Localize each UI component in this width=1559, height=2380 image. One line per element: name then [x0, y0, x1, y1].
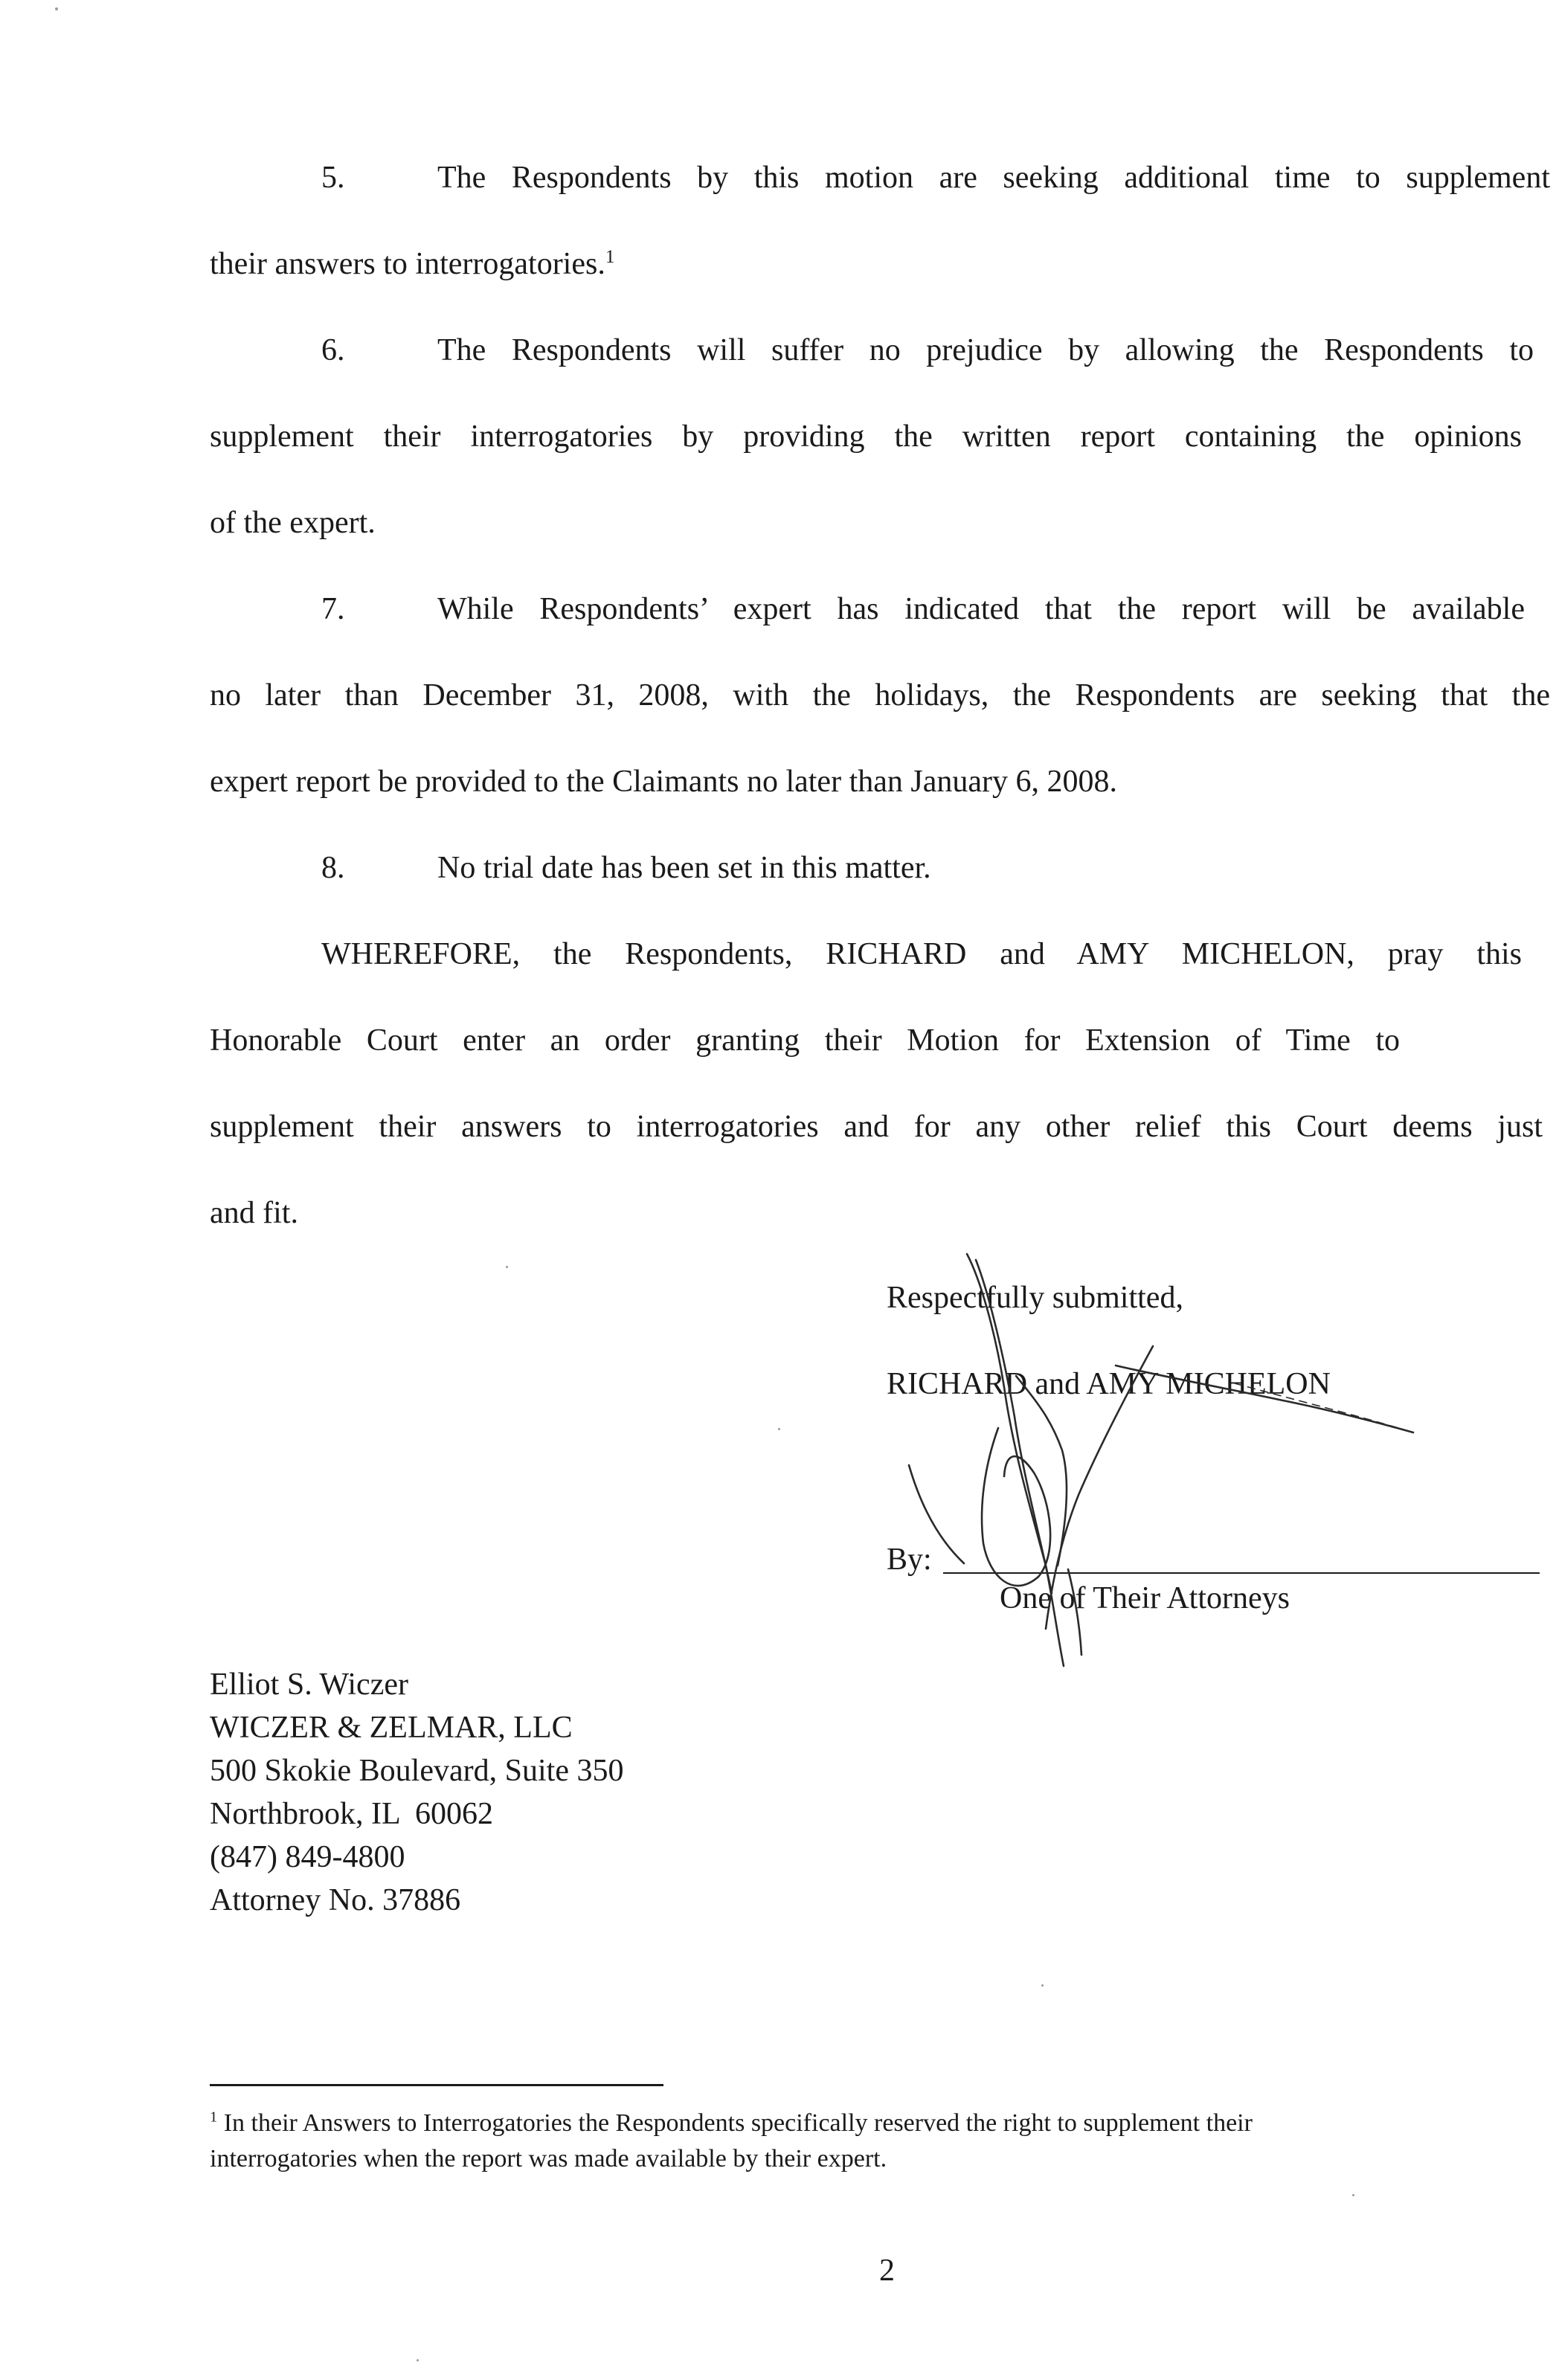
- attorney-address-line-1: 500 Skokie Boulevard, Suite 350: [210, 1754, 624, 1788]
- paragraph-6-line-1: The Respondents will suffer no prejudice by allowing the Respondents to: [437, 333, 1534, 367]
- closing-text: Respectfully submitted,: [887, 1281, 1183, 1315]
- paragraph-6-line-3: of the expert.: [210, 506, 376, 540]
- paragraph-5-number: 5.: [321, 161, 345, 195]
- wherefore-line-3: supplement their answers to interrogatories and for any other relief this Court deems just: [210, 1110, 1543, 1144]
- scan-speck: [1352, 2194, 1354, 2196]
- scan-speck: [506, 1266, 508, 1268]
- scan-speck: [417, 2359, 419, 2361]
- wherefore-line-1: WHEREFORE, the Respondents, RICHARD and AMY MICHELON, pray this: [321, 937, 1522, 971]
- paragraph-8-number: 8.: [321, 851, 345, 885]
- paragraph-8-line-1: No trial date has been set in this matter.: [437, 851, 931, 885]
- scan-speck: [1041, 1984, 1044, 1987]
- paragraph-5-line-2-text: their answers to interrogatories.: [210, 247, 605, 281]
- attorney-caption: One of Their Attorneys: [1000, 1581, 1290, 1615]
- paragraph-6-line-2: supplement their interrogatories by providing the written report containing the opinions: [210, 419, 1522, 454]
- scan-speck: [55, 7, 58, 10]
- paragraph-5-line-1: The Respondents by this motion are seeking additional time to supplement: [437, 161, 1550, 195]
- attorney-address-line-2: Northbrook, IL 60062: [210, 1797, 494, 1831]
- footnote-line-1: [210, 2111, 1253, 2136]
- footnote-marker: 1: [210, 2109, 218, 2126]
- paragraph-6-number: 6.: [321, 333, 345, 367]
- attorney-name: Elliot S. Wiczer: [210, 1667, 408, 1702]
- scan-speck: [778, 1428, 780, 1430]
- paragraph-7-line-2: no later than December 31, 2008, with the holidays, the Respondents are seeking that the: [210, 678, 1550, 713]
- footnote-reference: 1: [605, 247, 615, 267]
- page-number: 2: [879, 2254, 895, 2288]
- handwritten-signature: [893, 1227, 1443, 1688]
- wherefore-line-2: Honorable Court enter an order granting their Motion for Extension of Time to: [210, 1023, 1400, 1058]
- paragraph-7-number: 7.: [321, 592, 345, 626]
- attorney-number: Attorney No. 37886: [210, 1883, 461, 1917]
- paragraph-7-line-3: expert report be provided to the Claimants no later than January 6, 2008.: [210, 765, 1117, 799]
- paragraph-7-line-1: While Respondents’ expert has indicated that the report will be available: [437, 592, 1525, 626]
- attorney-phone: (847) 849-4800: [210, 1840, 405, 1874]
- footnote-line-2: interrogatories when the report was made available by their expert.: [210, 2145, 887, 2172]
- by-label: By:: [887, 1543, 932, 1577]
- paragraph-5-line-2: [210, 248, 614, 280]
- footnote-line-1-text: In their Answers to Interrogatories the Respondents specifically reserved the right to supplement their: [223, 2109, 1253, 2137]
- attorney-firm: WICZER & ZELMAR, LLC: [210, 1711, 573, 1745]
- wherefore-line-4: and fit.: [210, 1196, 298, 1230]
- footnote-rule: [210, 2084, 663, 2086]
- party-names: RICHARD and AMY MICHELON: [887, 1367, 1331, 1401]
